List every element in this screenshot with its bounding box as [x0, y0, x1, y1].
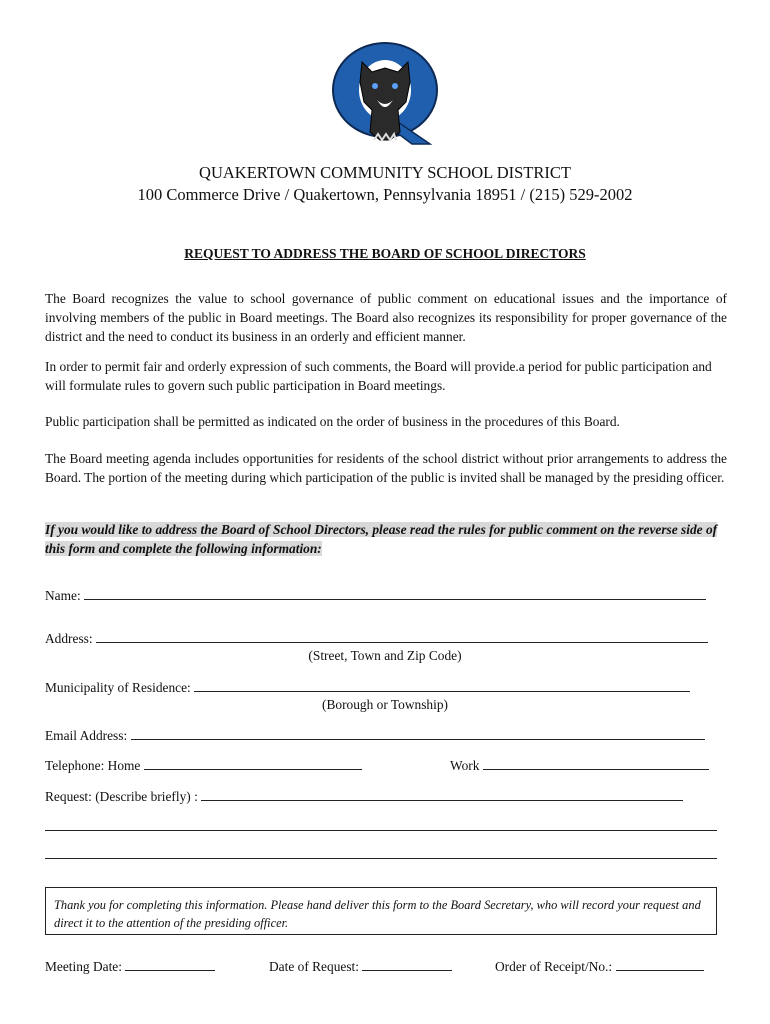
name-field-row: [45, 586, 706, 605]
order-of-receipt-field[interactable]: [616, 957, 704, 971]
name-label: Name:: [45, 588, 81, 603]
notice-text: Thank you for completing this information. Please hand deliver this form to the Board Secretary, who will record your request and direct it to the attention of the presiding officer.: [54, 898, 701, 930]
date-of-request-field[interactable]: [362, 957, 452, 971]
instructions: [45, 520, 729, 558]
paragraph-board-recognizes: The Board recognizes the value to school governance of public comment on educational issues and the importance of involving members of the public in Board meetings. The Board also recognizes its responsibility for proper governance of the district and the need to conduct its business in an orderly and efficient manner.: [45, 291, 727, 344]
municipality-field[interactable]: [194, 678, 690, 692]
form-title: REQUEST TO ADDRESS THE BOARD OF SCHOOL DIRECTORS: [184, 246, 586, 261]
date-of-request-label: Date of Request:: [269, 959, 359, 974]
district-name: QUAKERTOWN COMMUNITY SCHOOL DISTRICT: [199, 163, 571, 182]
address-field[interactable]: [96, 629, 708, 643]
name-field[interactable]: [84, 586, 706, 600]
telephone-home-row: [45, 756, 362, 775]
meeting-date-row: [45, 957, 215, 976]
telephone-home-field[interactable]: [144, 756, 362, 770]
date-of-request-row: [269, 957, 452, 976]
district-address: 100 Commerce Drive / Quakertown, Pennsylvania 18951 / (215) 529-2002: [137, 185, 633, 204]
request-field[interactable]: [201, 787, 683, 801]
panther-q-logo-icon: [330, 40, 440, 146]
request-label: Request: (Describe briefly) :: [45, 789, 198, 804]
telephone-home-label: Telephone: Home: [45, 758, 141, 773]
order-of-receipt-row: [495, 957, 704, 976]
notice-box: [45, 887, 717, 935]
email-field-row: [45, 726, 705, 745]
meeting-date-field[interactable]: [125, 957, 215, 971]
municipality-field-row: [45, 678, 690, 697]
telephone-work-field[interactable]: [483, 756, 709, 770]
email-label: Email Address:: [45, 728, 128, 743]
telephone-work-label: Work: [450, 758, 480, 773]
paragraph-agenda: The Board meeting agenda includes opportunities for residents of the school district without prior arrangements to address the Board. The portion of the meeting during which participation of the public is invited shall be managed by the presiding officer.: [45, 451, 727, 485]
request-field-row: [45, 787, 683, 806]
municipality-hint: (Borough or Township): [321, 697, 449, 712]
instructions-text: If you would like to address the Board of School Directors, please read the rules for public comment on the reverse side of this form and complete the following information:: [45, 522, 718, 556]
email-field[interactable]: [131, 726, 705, 740]
request-line-3[interactable]: [45, 858, 717, 859]
paragraph-fair-expression: In order to permit fair and orderly expression of such comments, the Board will provide.a period for public participation and will formulate rules to govern such public participation in Board meetings.: [45, 359, 712, 393]
paragraph-public-participation: Public participation shall be permitted as indicated on the order of business in the procedures of this Board.: [45, 414, 620, 429]
request-line-2[interactable]: [45, 830, 717, 831]
meeting-date-label: Meeting Date:: [45, 959, 122, 974]
telephone-work-row: [450, 756, 709, 775]
address-hint: (Street, Town and Zip Code): [308, 648, 462, 663]
address-field-row: [45, 629, 708, 648]
order-of-receipt-label: Order of Receipt/No.:: [495, 959, 613, 974]
municipality-label: Municipality of Residence:: [45, 680, 191, 695]
address-label: Address:: [45, 631, 93, 646]
